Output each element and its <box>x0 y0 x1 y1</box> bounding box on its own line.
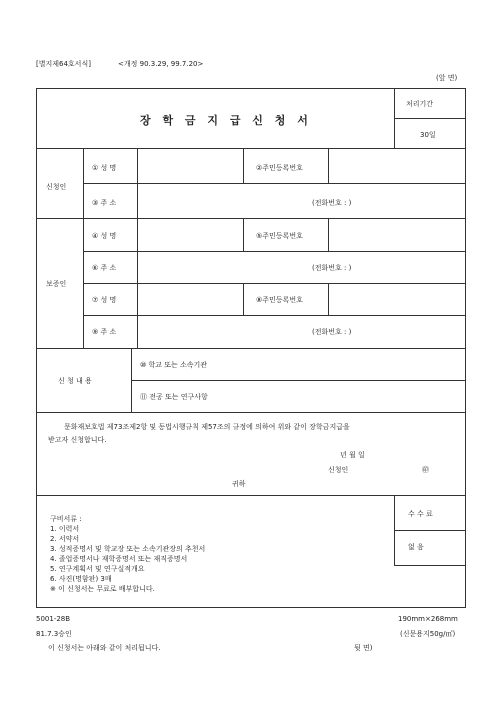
processing-period-value: 30일 <box>420 131 436 139</box>
applicant-address-label: ③ 주 소 <box>92 199 117 207</box>
statement-date: 년 월 일 <box>340 451 365 459</box>
document-item: 4. 졸업증명서나 재학증명서 또는 재직증명서 <box>50 555 188 563</box>
document-item: 3. 성적증명서 및 학교장 또는 소속기관장의 추천서 <box>50 545 206 553</box>
statement-line2: 받고자 신청합니다. <box>48 436 107 444</box>
back-page-label: 뒷 면) <box>354 644 373 652</box>
major-label: ⑪ 전공 또는 연구사항 <box>140 393 208 401</box>
documents-heading: 구비서류 : <box>50 515 82 523</box>
front-page-label: (앞 면) <box>436 74 458 82</box>
fee-label: 수 수 료 <box>408 510 433 518</box>
application-group-label: 신 청 내 용 <box>58 377 92 385</box>
applicant-rrn-label: ②주민등록번호 <box>256 164 303 172</box>
applicant-group-label: 신청인 <box>46 183 67 191</box>
document-item: 5. 연구계획서 및 연구실적개요 <box>50 565 145 573</box>
approval-date: 81.7.3승인 <box>36 630 72 638</box>
guarantor1-address-label: ⑥ 주 소 <box>92 264 117 272</box>
statement-line1: 문화재보호법 제73조제2항 및 동법시행규칙 제57조의 규정에 의하여 위와 같이 장학금지급을 <box>64 423 350 431</box>
guarantor1-phone-label: (전화번호 : ) <box>312 264 352 272</box>
processing-period-label: 처리기간 <box>406 100 434 108</box>
school-label: ⑩ 학교 또는 소속기관 <box>140 361 208 369</box>
guarantor1-name-label: ④ 성 명 <box>92 232 117 240</box>
statement-applicant: 신청인 <box>328 466 349 474</box>
fee-value: 없 음 <box>408 543 424 551</box>
form-number: [별지제64호서식] <box>36 60 91 68</box>
paper-size: 190mm×268mm <box>398 615 458 623</box>
document-item: 1. 이력서 <box>50 525 80 533</box>
document-item: 2. 서약서 <box>50 535 80 543</box>
form-code: 5001-28B <box>36 615 71 623</box>
form-title: 장 학 금 지 급 신 청 서 <box>140 114 312 127</box>
free-distribution-note: ※ 이 신청서는 무료로 배부합니다. <box>50 585 155 593</box>
paper-spec: (신문용지50g/㎡) <box>400 630 456 638</box>
guarantor2-name-label: ⑦ 성 명 <box>92 296 117 304</box>
guarantor2-rrn-label: ⑧주민등록번호 <box>256 296 303 304</box>
guarantor2-address-label: ⑨ 주 소 <box>92 328 117 336</box>
guarantor2-phone-label: (전화번호 : ) <box>312 328 352 336</box>
document-item: 6. 사진(명함판) 3매 <box>50 575 112 583</box>
applicant-name-label: ① 성 명 <box>92 164 117 172</box>
seal-mark: ㊞ <box>422 466 429 474</box>
revision-note: <개정 90.3.29, 99.7.20> <box>118 60 204 68</box>
addressee-label: 귀하 <box>232 480 246 488</box>
process-note: 이 신청서는 아래와 같이 처리됩니다. <box>48 644 161 652</box>
applicant-phone-label: (전화번호 : ) <box>312 199 352 207</box>
guarantor-group-label: 보증인 <box>46 280 67 288</box>
guarantor1-rrn-label: ⑤주민등록번호 <box>256 232 303 240</box>
